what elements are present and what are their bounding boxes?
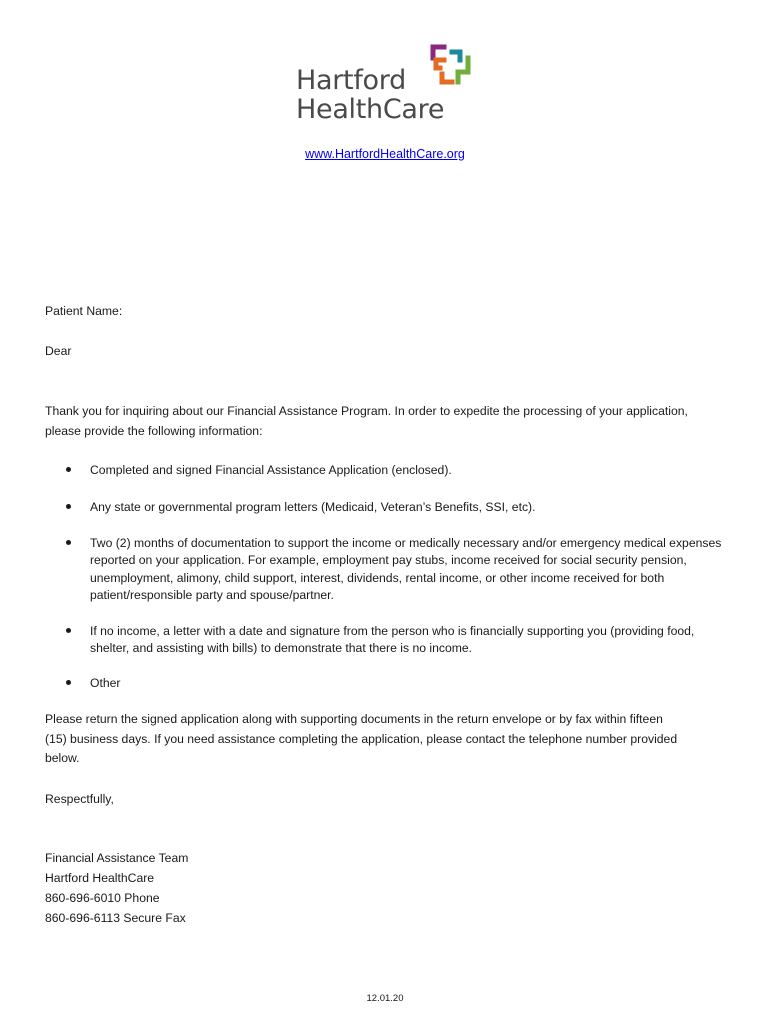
closing-line-1: Please return the signed application along with supporting documents in the return envelope or by fax within fifteen [45, 712, 663, 726]
signature-phone: 860-696-6010 Phone [45, 891, 160, 905]
mark-orange-bottom-shape [442, 74, 452, 82]
closing-line-2: (15) business days. If you need assistance completing the application, please contact the telephone number provided [45, 732, 678, 746]
bullet-icon [66, 680, 71, 685]
website-line [0, 147, 770, 161]
signature-team: Financial Assistance Team [45, 851, 189, 865]
salutation: Dear [45, 344, 72, 358]
signature-fax: 860-696-6113 Secure Fax [45, 911, 186, 925]
signature-org: Hartford HealthCare [45, 871, 155, 885]
closing-line-3: below. [45, 751, 80, 765]
intro-line-1: Thank you for inquiring about our Financial Assistance Program. In order to expedite the processing of your application, [45, 404, 688, 418]
bullet-icon [66, 540, 71, 545]
hartford-healthcare-logo [296, 44, 476, 136]
logo-line-2: HealthCare [296, 94, 445, 125]
bullet-icon [66, 467, 71, 472]
list-item: Two (2) months of documentation to support the income or medically necessary and/or emergency medical expenses reported on your application. For example, employment pay stubs, income received for social security pension, unemployment, alimony, child support, interest, dividends, rental income, or other income received for both patient/responsible party and spouse/partner. [90, 536, 722, 602]
hartford-healthcare-mark-icon [430, 44, 472, 86]
list-item: Completed and signed Financial Assistance Application (enclosed). [90, 463, 452, 477]
list-item: Other [90, 676, 121, 690]
bullet-icon [66, 628, 71, 633]
list-item: If no income, a letter with a date and signature from the person who is financially supporting you (providing food, shelter, and assisting with bills) to demonstrate that there is no income. [90, 624, 695, 656]
mark-orange-shape [436, 60, 444, 68]
bullet-icon [66, 504, 71, 509]
mark-teal-shape [452, 52, 460, 60]
signoff: Respectfully, [45, 792, 114, 806]
mark-purple-shape [433, 47, 444, 58]
intro-line-2: please provide the following information: [45, 424, 263, 438]
footer-code: 12.01.20 [366, 993, 404, 1004]
list-item: Any state or governmental program letters (Medicaid, Veteran’s Benefits, SSI, etc). [90, 500, 536, 514]
logo-wordmark [296, 66, 444, 124]
logo-line-1: Hartford [296, 65, 406, 96]
patient-name-label: Patient Name: [45, 304, 123, 318]
website-link[interactable]: www.HartfordHealthCare.org [305, 147, 465, 161]
